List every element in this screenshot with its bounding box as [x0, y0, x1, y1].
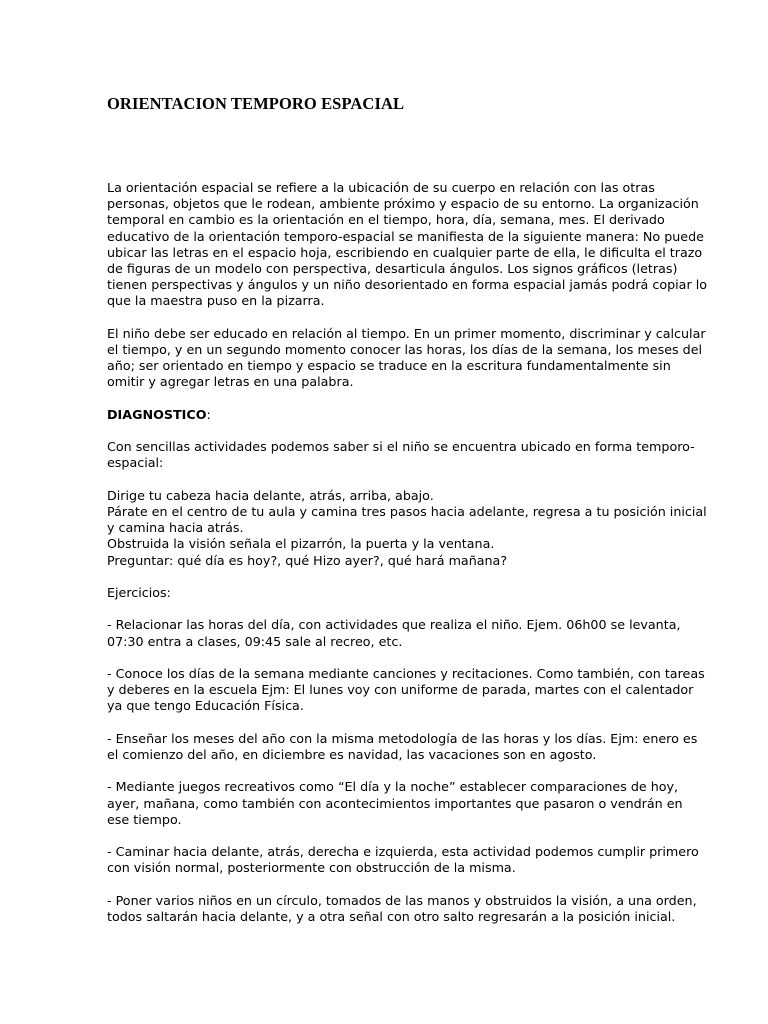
ejercicio-item: - Conoce los días de la semana mediante canciones y recitaciones. Como también, con tareas y deberes en la escuela Ejm: El lunes voy con uniforme de parada, martes con el calentador ya que tengo Educación Física.	[107, 665, 705, 714]
diagnostico-list	[107, 488, 707, 569]
ejercicio-item: - Relacionar las horas del día, con actividades que realiza el niño. Ejem. 06h00 se levanta, 07:30 entra a clases, 09:45 sale al recreo, etc.	[107, 617, 681, 649]
ejercicio-item: - Enseñar los meses del año con la misma metodología de las horas y los días. Ejm: enero es el comienzo del año, en diciembre es navidad, las vacaciones son en agosto.	[107, 730, 698, 762]
diagnostico-heading-line	[107, 407, 707, 423]
intro-paragraph: La orientación espacial se refiere a la ubicación de su cuerpo en relación con las otras personas, objetos que le rodean, ambiente próximo y espacio de su entorno. La organización temporal en cambio es la orientación en el tiempo, hora, día, semana, mes. El derivado educativo de la orientación temporo-espacial se manifiesta de la siguiente manera: No puede ubicar las letras en el espacio hoja, escribiendo en cualquier parte de ella, le dificulta el trazo de figuras de un modelo con perspectiva, desarticula ángulos. Los signos gráficos (letras) tienen perspectivas y ángulos y un niño desorientado en forma espacial jamás podrá copiar lo que la maestra puso en la pizarra.	[107, 180, 707, 309]
diagnostico-item: Dirige tu cabeza hacia delante, atrás, arriba, abajo.	[107, 487, 434, 503]
ejercicio-item: - Poner varios niños en un círculo, tomados de las manos y obstruidos la visión, a una orden, todos saltarán hacia delante, y a otra señal con otro salto regresarán a la posición inicial.	[107, 892, 697, 924]
diagnostico-heading: DIAGNOSTICO	[107, 406, 207, 422]
ejercicios-heading: Ejercicios:	[107, 585, 171, 600]
diagnostico-colon: :	[206, 406, 211, 422]
document-body	[107, 180, 707, 941]
document-title: ORIENTACION TEMPORO ESPACIAL	[107, 94, 405, 113]
ejercicio-item: - Caminar hacia delante, atrás, derecha e izquierda, esta actividad podemos cumplir primero con visión normal, posteriormente con obstrucción de la misma.	[107, 844, 699, 876]
diagnostico-item: Obstruida la visión señala el pizarrón, la puerta y la ventana.	[107, 536, 495, 552]
diagnostico-intro: Con sencillas actividades podemos saber si el niño se encuentra ubicado en forma temporo-espacial:	[107, 439, 695, 471]
time-paragraph: El niño debe ser educado en relación al tiempo. En un primer momento, discriminar y calcular el tiempo, y en un segundo momento conocer las horas, los días de la semana, los meses del año; ser orientado en tiempo y espacio se traduce en la escritura fundamentalmente sin omitir y agregar letras en una palabra.	[107, 325, 706, 390]
ejercicio-item: - Mediante juegos recreativos como “El día y la noche” establecer comparaciones de hoy, ayer, mañana, como también con acontecimientos importantes que pasaron o vendrán en ese tiempo.	[107, 779, 683, 827]
diagnostico-item: Preguntar: qué día es hoy?, qué Hizo ayer?, qué hará mañana?	[107, 552, 508, 568]
diagnostico-item: Párate en el centro de tu aula y camina tres pasos hacia adelante, regresa a tu posición inicial y camina hacia atrás.	[107, 504, 707, 536]
